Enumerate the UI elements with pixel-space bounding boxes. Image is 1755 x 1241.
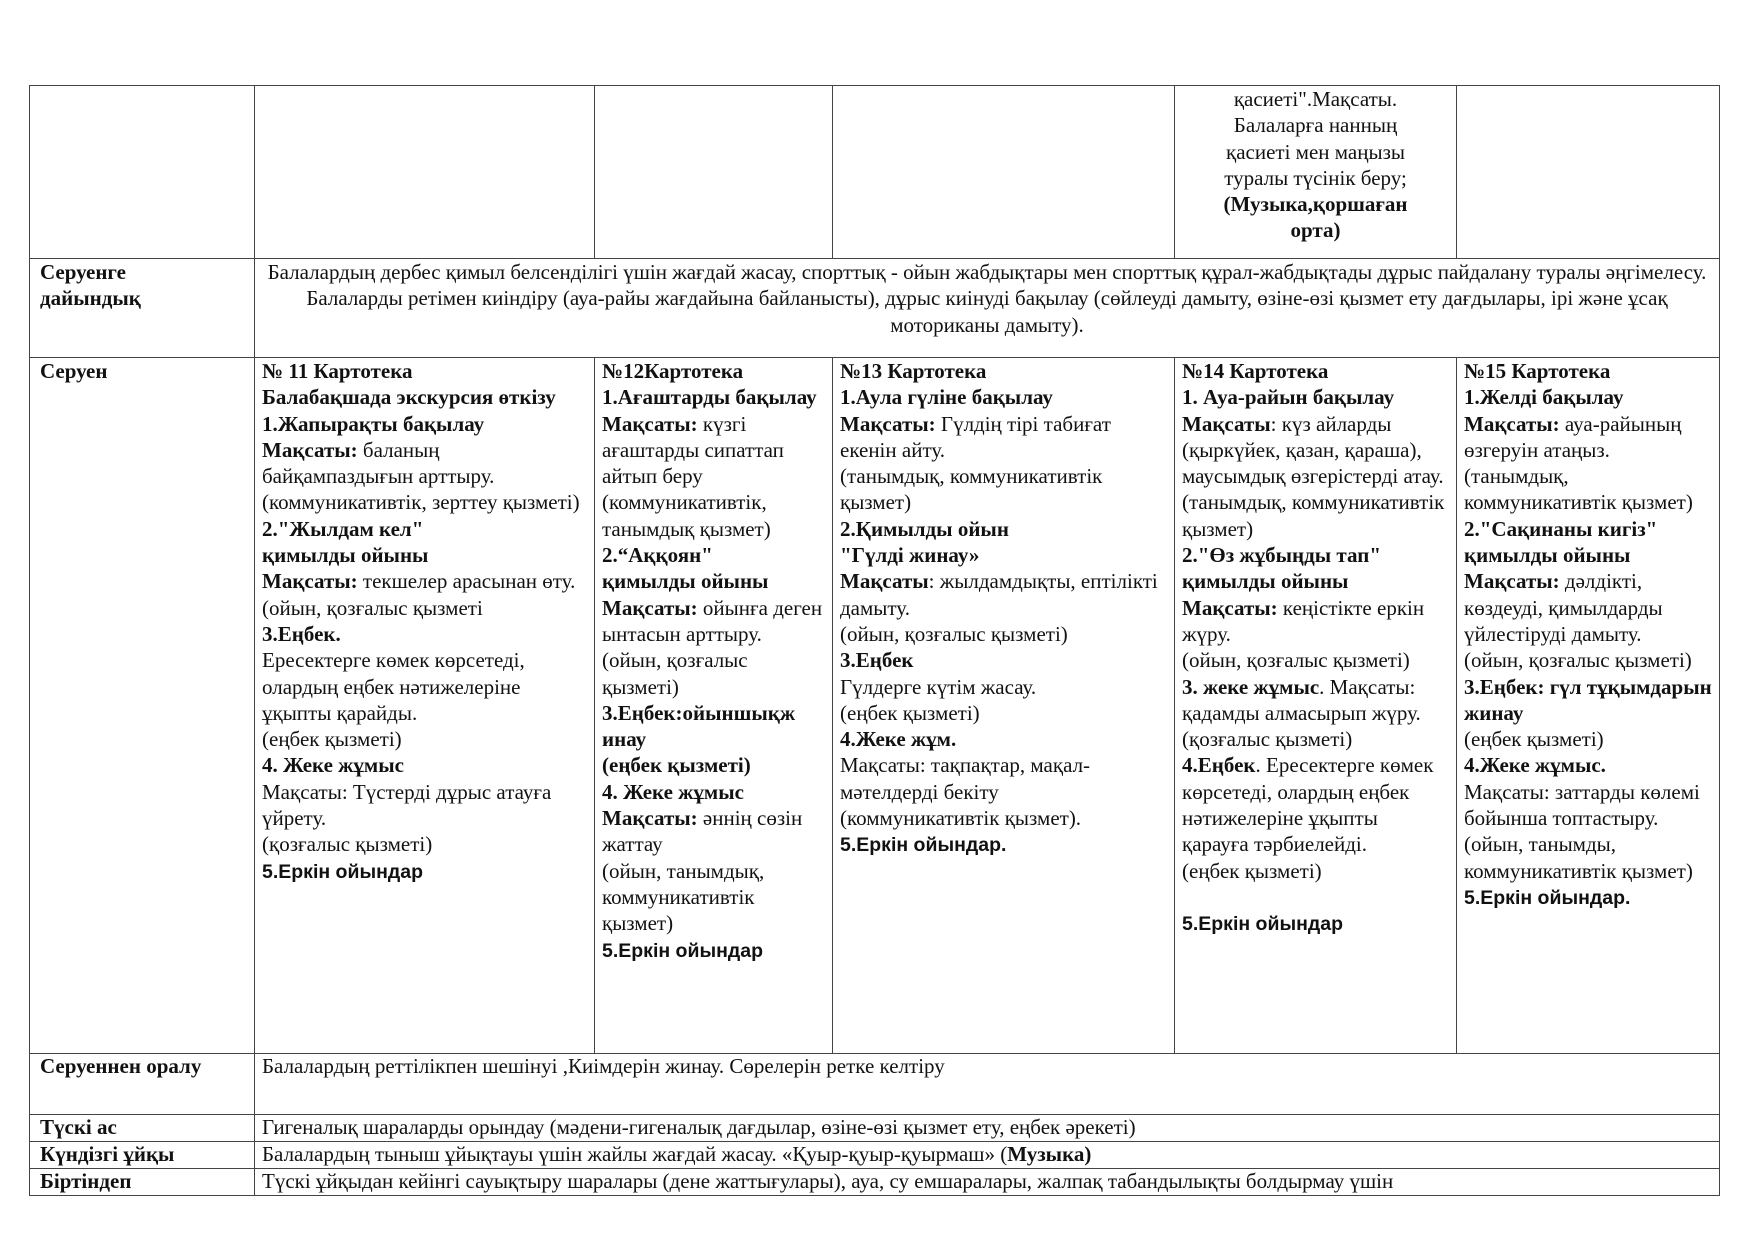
walk-item: 1.Аула гүліне бақылау	[840, 385, 1053, 410]
walk-item: Балабақшада экскурсия өткізу	[262, 385, 556, 410]
walk-item: 1.Ағаштарды бақылау	[602, 385, 817, 410]
walk-item: (ойын, қозғалыс қызметі)	[1182, 648, 1410, 673]
walk-item: 2.“Аққоян"	[602, 543, 713, 568]
walk-item: 4. Жеке жұмыс	[262, 753, 404, 778]
walk-prep-label: Серуенге дайындық	[30, 259, 255, 358]
walk-item: қимылды ойыны	[602, 569, 769, 594]
gradual-text: Түскі ұйқыдан кейінгі сауықтыру шаралары (дене жаттығулары), ауа, су емшаралары, жалпақ табандылықты болдырмау үшін	[255, 1169, 1720, 1196]
walk-item: 5.Еркін ойындар	[602, 939, 764, 962]
lunch-row	[30, 1115, 1720, 1142]
walk-item: 3.Еңбек.	[262, 621, 341, 646]
walk-item: қимылды ойыны	[1182, 569, 1349, 594]
walk-item: (танымдық, коммуникативтік қызмет)	[1182, 490, 1445, 541]
walk-card-11	[255, 358, 595, 1054]
walk-item: Мақсаты: ауа-райының өзгеруін атаңыз.	[1464, 411, 1682, 462]
walk-item: 4. Жеке жұмыс	[602, 779, 744, 804]
walk-card-12	[595, 358, 833, 1054]
walk-item: 5.Еркін ойындар.	[1464, 886, 1631, 909]
walk-item: 3.Еңбек: гүл тұқымдарын жинау	[1464, 674, 1712, 725]
walk-item: 2."Сақинаны кигіз"	[1464, 516, 1658, 541]
walk-item: Мақсаты: күз айларды (қыркүйек, қазан, қараша), маусымдық өзгерістерді атау.	[1182, 411, 1444, 489]
walk-item: Мақсаты: Гүлдің тірі табиғат екенін айту.	[840, 411, 1111, 462]
lunch-label: Түскі ас	[30, 1115, 255, 1142]
walk-prep-row	[30, 259, 1720, 358]
walk-item: 2."Өз жұбыңды тап"	[1182, 543, 1381, 568]
walk-item: (қозғалыс қызметі)	[1182, 727, 1353, 752]
walk-item: 2."Жылдам кел"	[262, 516, 424, 541]
walk-item: Ересектерге көмек көрсетеді, олардың еңбек нәтижелеріне ұқыпты қарайды.	[262, 648, 525, 725]
return-text: Балалардың реттілікпен шешінуі ,Киімдерін жинау. Сөрелерін ретке келтіру	[255, 1054, 1720, 1115]
walk-item: № 11 Картотека	[262, 359, 413, 383]
walk-item: (танымдық, коммуникативтік қызмет)	[840, 464, 1103, 515]
walk-item: (ойын, қозғалыс қызметі)	[1464, 648, 1692, 673]
return-label: Серуеннен оралу	[30, 1054, 255, 1115]
walk-item: Мақсаты: тақпақтар, мақал-мәтелдерді бекіту	[840, 753, 1091, 804]
walk-item: 3.Еңбек:ойыншықж инау	[602, 700, 796, 752]
walk-item: (коммуникативтік, танымдық қызмет)	[602, 490, 771, 541]
label-cell-empty	[30, 86, 255, 259]
gradual-label: Біртіндеп	[30, 1169, 255, 1196]
walk-item: Мақсаты: әннің сөзін жаттау	[602, 806, 803, 857]
walk-item: 1.Жапырақты бақылау	[262, 411, 485, 436]
walk-item: Мақсаты: текшелер арасынан өту.	[262, 569, 576, 594]
walk-item: №12Картотека	[602, 359, 744, 383]
walk-item: қимылды ойыны	[262, 543, 429, 568]
walk-item: 4.Жеке жұм.	[840, 727, 957, 752]
walk-item: 5.Еркін ойындар.	[840, 834, 1007, 857]
walk-item: 5.Еркін ойындар	[1182, 912, 1344, 935]
walk-item: (ойын, қозғалыс қызметі	[262, 595, 483, 620]
nap-label: Күндізгі ұйқы	[30, 1142, 255, 1169]
walk-item: (еңбек қызметі)	[1182, 858, 1322, 883]
walk-item: (коммуникативтік, зерттеу қызметі)	[262, 490, 580, 515]
walk-card-14	[1175, 358, 1457, 1054]
walk-item: Мақсаты: заттарды көлемі бойынша топтастыру.	[1464, 779, 1700, 831]
walk-item: Мақсаты: ойынға деген ынтасын арттыру.	[602, 595, 823, 646]
nap-text: Балалардың тыныш ұйықтауы үшін жайлы жағдай жасау. «Қуыр-қуыр-қуырмаш» (Музыка)	[255, 1142, 1720, 1169]
walk-item: Мақсаты: дәлдікті, көздеуді, қимылдарды үйлестіруді дамыту.	[1464, 569, 1663, 646]
walk-item: (қозғалыс қызметі)	[262, 832, 433, 857]
gradual-row	[30, 1169, 1720, 1196]
walk-item: (ойын, қозғалыс қызметі)	[602, 648, 748, 699]
walk-item: "Гүлді жинау»	[840, 543, 980, 568]
top-continuation-row	[30, 86, 1720, 259]
walk-item: (еңбек қызметі)	[602, 753, 751, 778]
walk-label: Серуен	[30, 358, 255, 1054]
walk-item: №13 Картотека	[840, 359, 987, 383]
walk-item: 5.Еркін ойындар	[262, 860, 424, 883]
top-continuation-cell: қасиеті".Мақсаты. Балаларға нанның қасиеті мен маңызы туралы түсінік беру; (Музыка,қоршаған орта)	[1175, 86, 1457, 259]
nap-row	[30, 1142, 1720, 1169]
walk-item: Мақсаты: жылдамдықты, ептілікті дамыту.	[840, 569, 1158, 620]
walk-item: (ойын, танымды, коммуникативтік қызмет)	[1464, 832, 1693, 883]
walk-item: №15 Картотека	[1464, 359, 1611, 383]
walk-item: (танымдық, коммуникативтік қызмет)	[1464, 464, 1693, 515]
walk-item: (еңбек қызметі)	[840, 700, 980, 725]
lunch-text: Гигеналық шараларды орындау (мәдени-гигеналық дағдылар, өзіне-өзі қызмет ету, еңбек әрекеті)	[255, 1115, 1720, 1142]
walk-item: Мақсаты: баланың байқампаздығын арттыру.	[262, 437, 495, 489]
walk-item: (ойын, танымдық, коммуникативтік қызмет)	[602, 858, 765, 936]
walk-item: 1.Желді бақылау	[1464, 385, 1624, 410]
walk-item: (ойын, қозғалыс қызметі)	[840, 621, 1068, 646]
walk-item: Мақсаты: күзгі ағаштарды сипаттап айтып беру	[602, 411, 784, 489]
walk-item: 3. жеке жұмыс. Мақсаты: қадамды алмасырып жүру.	[1182, 674, 1421, 725]
walk-item: Гүлдерге күтім жасау.	[840, 674, 1037, 699]
walk-prep-text: Балалардың дербес қимыл белсенділігі үшін жағдай жасау, спорттық - ойын жабдықтары мен спорттық құрал-жабдықтады дұрыс пайдалану туралы әңгімелесу. Балаларды ретімен киіндіру (ауа-райы жағдайына байланысты), дұрыс киінуді бақылау (сөйлеуді дамыту, өзіне-өзі қызмет ету дағдылары, ірі және ұсақ моториканы дамыту).	[255, 259, 1720, 358]
walk-item: (еңбек қызметі)	[262, 727, 402, 752]
walk-item: 2.Қимылды ойын	[840, 516, 1009, 541]
walk-item: 1. Ауа-райын бақылау	[1182, 385, 1395, 410]
walk-item: қимылды ойыны	[1464, 543, 1631, 568]
walk-row	[30, 358, 1720, 1054]
walk-item: 4.Жеке жұмыс.	[1464, 753, 1606, 778]
walk-item: (коммуникативтік қызмет).	[840, 806, 1082, 831]
walk-card-15	[1457, 358, 1720, 1054]
walk-item: Мақсаты: кеңістікте еркін жүру.	[1182, 595, 1425, 646]
walk-item: 4.Еңбек. Ересектерге көмек көрсетеді, олардың еңбек нәтижелеріне ұқыпты қарауға тәрбиелейді.	[1182, 753, 1434, 857]
return-row	[30, 1054, 1720, 1115]
walk-item: Мақсаты: Түстерді дұрыс атауға үйрету.	[262, 779, 552, 831]
walk-item: (еңбек қызметі)	[1464, 727, 1604, 752]
walk-item: 3.Еңбек	[840, 648, 914, 673]
walk-card-13	[833, 358, 1175, 1054]
schedule-table	[29, 85, 1720, 1196]
spacer	[1182, 884, 1449, 910]
walk-item: №14 Картотека	[1182, 359, 1329, 383]
